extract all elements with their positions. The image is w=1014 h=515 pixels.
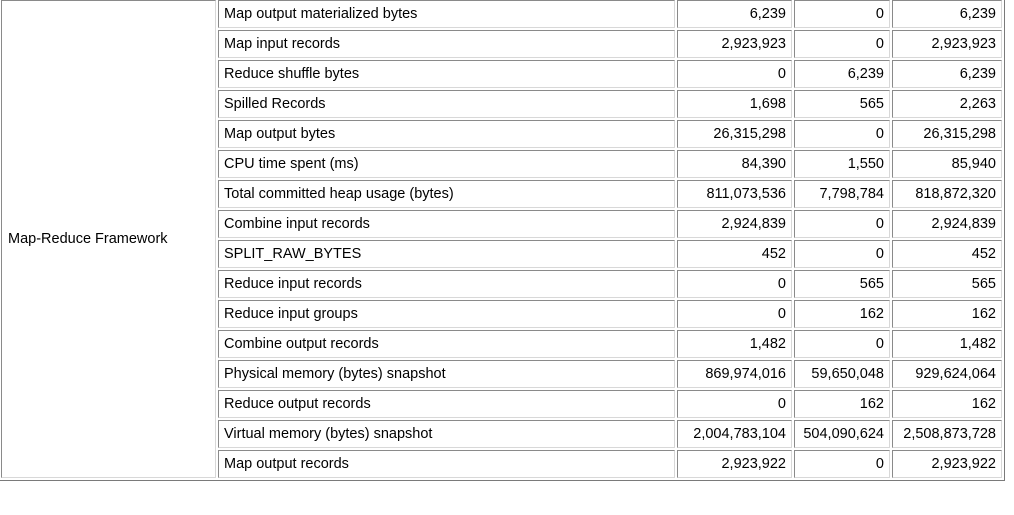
total-value-cell: 162 — [892, 300, 1002, 328]
map-value-cell: 2,923,923 — [677, 30, 792, 58]
map-value-cell: 452 — [677, 240, 792, 268]
map-value-cell: 84,390 — [677, 150, 792, 178]
reduce-value-cell: 1,550 — [794, 150, 890, 178]
counter-name-cell: Map input records — [218, 30, 675, 58]
total-value-cell: 2,263 — [892, 90, 1002, 118]
map-value-cell: 26,315,298 — [677, 120, 792, 148]
total-value-cell: 2,923,922 — [892, 450, 1002, 478]
reduce-value-cell: 162 — [794, 300, 890, 328]
table-row — [1, 0, 1002, 28]
counter-group-name: Map-Reduce Framework — [1, 0, 216, 478]
map-value-cell: 0 — [677, 270, 792, 298]
counter-name-cell: Reduce output records — [218, 390, 675, 418]
reduce-value-cell: 0 — [794, 330, 890, 358]
counter-name-cell: Reduce input groups — [218, 300, 675, 328]
map-value-cell: 869,974,016 — [677, 360, 792, 388]
total-value-cell: 6,239 — [892, 60, 1002, 88]
total-value-cell: 1,482 — [892, 330, 1002, 358]
reduce-value-cell: 565 — [794, 270, 890, 298]
counter-name-cell: Spilled Records — [218, 90, 675, 118]
reduce-value-cell: 565 — [794, 90, 890, 118]
map-value-cell: 2,004,783,104 — [677, 420, 792, 448]
counter-name-cell: Map output records — [218, 450, 675, 478]
total-value-cell: 6,239 — [892, 0, 1002, 28]
counter-name-cell: SPLIT_RAW_BYTES — [218, 240, 675, 268]
reduce-value-cell: 0 — [794, 450, 890, 478]
reduce-value-cell: 162 — [794, 390, 890, 418]
total-value-cell: 929,624,064 — [892, 360, 1002, 388]
counter-name-cell: CPU time spent (ms) — [218, 150, 675, 178]
map-value-cell: 0 — [677, 60, 792, 88]
map-value-cell: 1,698 — [677, 90, 792, 118]
counter-name-cell: Reduce input records — [218, 270, 675, 298]
total-value-cell: 452 — [892, 240, 1002, 268]
counter-name-cell: Combine output records — [218, 330, 675, 358]
counter-name-cell: Virtual memory (bytes) snapshot — [218, 420, 675, 448]
map-value-cell: 6,239 — [677, 0, 792, 28]
counter-name-cell: Total committed heap usage (bytes) — [218, 180, 675, 208]
map-value-cell: 2,924,839 — [677, 210, 792, 238]
map-value-cell: 0 — [677, 300, 792, 328]
total-value-cell: 2,923,923 — [892, 30, 1002, 58]
reduce-value-cell: 504,090,624 — [794, 420, 890, 448]
total-value-cell: 565 — [892, 270, 1002, 298]
map-value-cell: 0 — [677, 390, 792, 418]
reduce-value-cell: 0 — [794, 0, 890, 28]
total-value-cell: 26,315,298 — [892, 120, 1002, 148]
reduce-value-cell: 0 — [794, 240, 890, 268]
map-value-cell: 811,073,536 — [677, 180, 792, 208]
reduce-value-cell: 0 — [794, 120, 890, 148]
counter-name-cell: Physical memory (bytes) snapshot — [218, 360, 675, 388]
counter-name-cell: Map output materialized bytes — [218, 0, 675, 28]
counter-name-cell: Combine input records — [218, 210, 675, 238]
total-value-cell: 162 — [892, 390, 1002, 418]
reduce-value-cell: 7,798,784 — [794, 180, 890, 208]
total-value-cell: 2,924,839 — [892, 210, 1002, 238]
reduce-value-cell: 0 — [794, 30, 890, 58]
counter-name-cell: Map output bytes — [218, 120, 675, 148]
reduce-value-cell: 6,239 — [794, 60, 890, 88]
map-value-cell: 1,482 — [677, 330, 792, 358]
counter-name-cell: Reduce shuffle bytes — [218, 60, 675, 88]
reduce-value-cell: 0 — [794, 210, 890, 238]
map-value-cell: 2,923,922 — [677, 450, 792, 478]
counters-table-body — [1, 0, 1002, 478]
total-value-cell: 2,508,873,728 — [892, 420, 1002, 448]
total-value-cell: 818,872,320 — [892, 180, 1002, 208]
reduce-value-cell: 59,650,048 — [794, 360, 890, 388]
total-value-cell: 85,940 — [892, 150, 1002, 178]
